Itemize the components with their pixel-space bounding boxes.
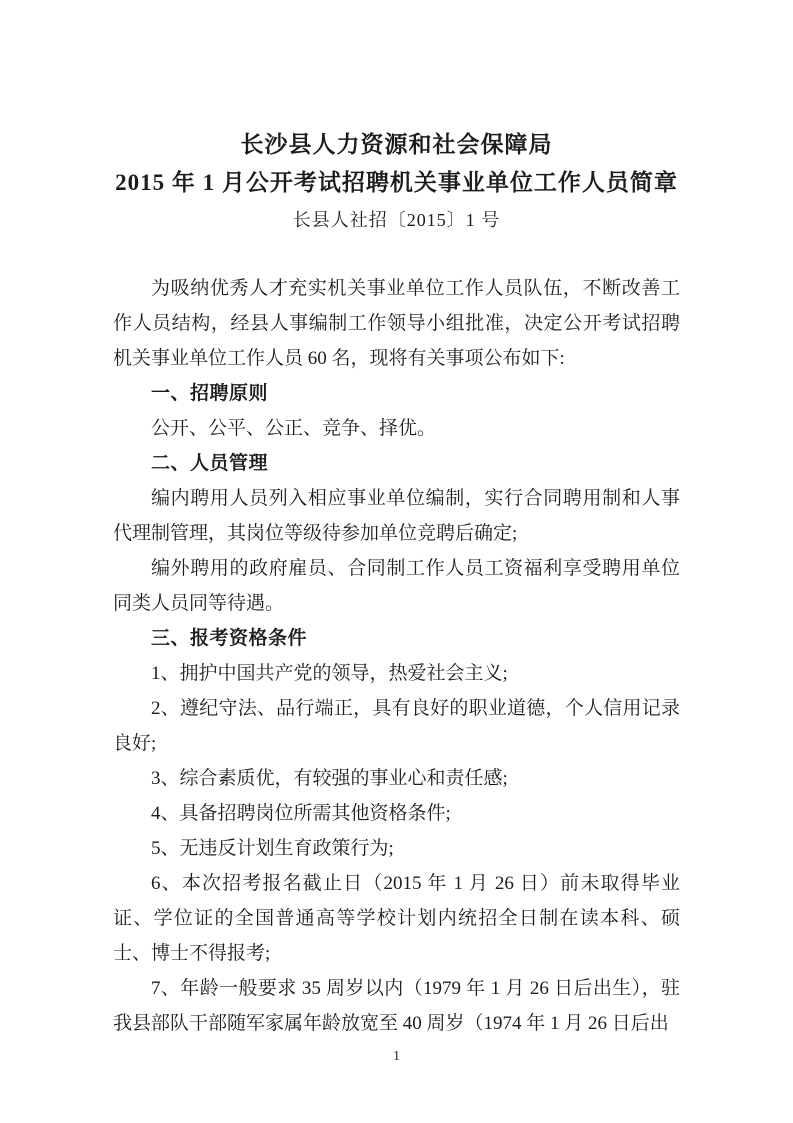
page-number: 1 — [393, 1049, 400, 1064]
title-block — [0, 126, 793, 238]
paragraph-principles: 公开、公平、公正、竞争、择优。 — [151, 418, 437, 439]
paragraph-staff-outside: 编外聘用的政府雇员、合同制工作人员工资福利享受聘用单位同类人员同等待遇。 — [113, 558, 680, 614]
condition-item-2: 2、遵纪守法、品行端正，具有良好的职业道德，个人信用记录良好; — [113, 698, 680, 754]
paragraph-staff-inside: 编内聘用人员列入相应事业单位编制，实行合同聘用制和人事代理制管理，其岗位等级待参加单位竞聘后确定; — [113, 488, 680, 544]
condition-item-7: 7、年龄一般要求 35 周岁以内（1979 年 1 月 26 日后出生），驻我县部队干部随军家属年龄放宽至 40 周岁（1974 年 1 月 26 日后出 — [113, 978, 680, 1034]
document-number: 长县人社招〔2015〕1 号 — [292, 210, 501, 230]
section-heading-2: 二、人员管理 — [151, 453, 269, 474]
condition-item-3: 3、综合素质优，有较强的事业心和责任感; — [151, 768, 508, 789]
document-body — [113, 271, 680, 1041]
section-heading-1: 一、招聘原则 — [151, 383, 269, 404]
paragraph-intro: 为吸纳优秀人才充实机关事业单位工作人员队伍，不断改善工作人员结构，经县人事编制工作领导小组批准，决定公开考试招聘机关事业单位工作人员 60 名，现将有关事项公布如下: — [113, 278, 680, 369]
condition-item-5: 5、无违反计划生育政策行为; — [151, 838, 394, 859]
condition-item-6: 6、本次招考报名截止日（2015 年 1 月 26 日）前未取得毕业证、学位证的全国普通高等学校计划内统招全日制在读本科、硕士、博士不得报考; — [113, 873, 680, 964]
document-title-line1: 长沙县人力资源和社会保障局 — [240, 132, 553, 157]
condition-item-1: 1、拥护中国共产党的领导，热爱社会主义; — [151, 663, 508, 684]
condition-item-4: 4、具备招聘岗位所需其他资格条件; — [151, 803, 451, 824]
document-title-line2: 2015 年 1 月公开考试招聘机关事业单位工作人员简章 — [115, 170, 678, 195]
section-heading-3: 三、报考资格条件 — [151, 628, 308, 649]
